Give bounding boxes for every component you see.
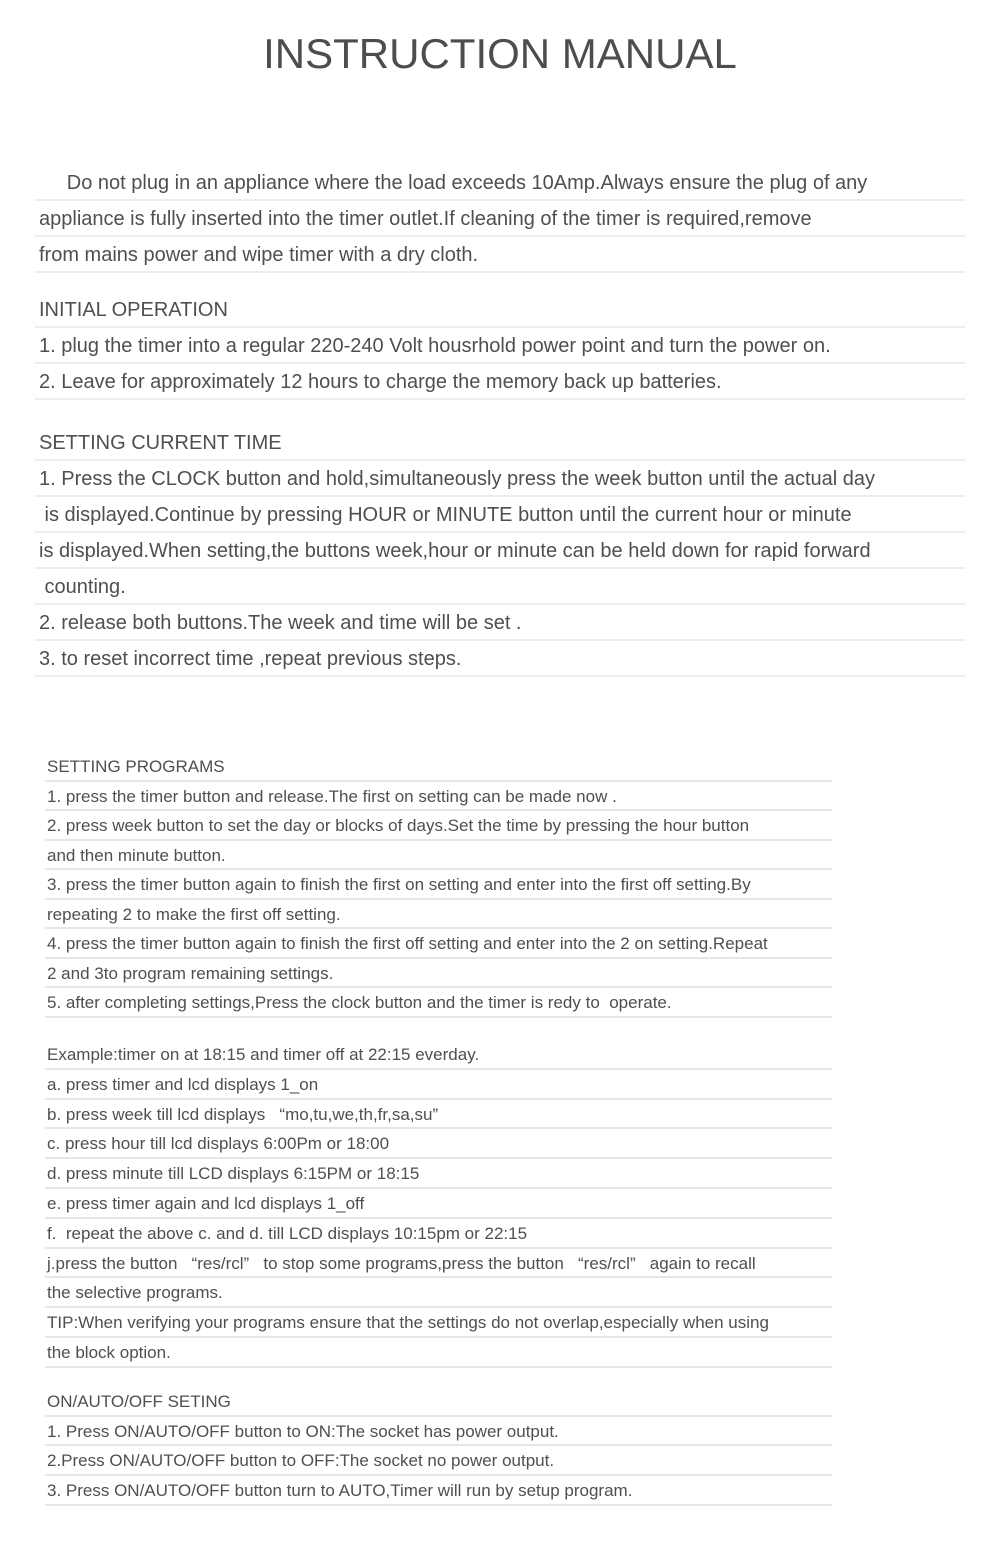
on-auto-off-line: 2.Press ON/AUTO/OFF button to OFF:The socket no power output. [45, 1446, 832, 1476]
example-tip-line: the block option. [45, 1338, 832, 1368]
setting-programs-line: 4. press the timer button again to finish the first off setting and enter into the 2 on setting.Repeat [45, 929, 832, 959]
setting-programs-line: 1. press the timer button and release.The first on setting can be made now . [45, 782, 832, 812]
setting-current-time-line: 2. release both buttons.The week and time will be set . [35, 605, 965, 641]
initial-operation-line: 2. Leave for approximately 12 hours to charge the memory back up batteries. [35, 364, 965, 400]
setting-programs-line: and then minute button. [45, 841, 832, 871]
example-line: d. press minute till LCD displays 6:15PM or 18:15 [45, 1159, 832, 1189]
setting-programs-line: 5. after completing settings,Press the clock button and the timer is redy to operate. [45, 988, 832, 1018]
example-line: b. press week till lcd displays “mo,tu,we,th,fr,sa,su” [45, 1100, 832, 1130]
section-initial-operation [35, 292, 965, 400]
section-intro [35, 165, 965, 273]
setting-current-time-line: counting. [35, 569, 965, 605]
example-line: Example:timer on at 18:15 and timer off at 22:15 everday. [45, 1040, 832, 1070]
setting-current-time-line: is displayed.Continue by pressing HOUR or MINUTE button until the current hour or minute [35, 497, 965, 533]
setting-programs-line: 2. press week button to set the day or blocks of days.Set the time by pressing the hour button [45, 811, 832, 841]
setting-current-time-line: is displayed.When setting,the buttons week,hour or minute can be held down for rapid forward [35, 533, 965, 569]
initial-operation-heading: INITIAL OPERATION [35, 292, 965, 328]
example-line: the selective programs. [45, 1278, 832, 1308]
intro-line: appliance is fully inserted into the timer outlet.If cleaning of the timer is required,remove [35, 201, 965, 237]
intro-line: Do not plug in an appliance where the load exceeds 10Amp.Always ensure the plug of any [35, 165, 965, 201]
setting-programs-line: 3. press the timer button again to finish the first on setting and enter into the first off setting.By [45, 870, 832, 900]
example-line: j.press the button “res/rcl” to stop some programs,press the button “res/rcl” again to recall [45, 1249, 832, 1279]
setting-programs-line: 2 and 3to program remaining settings. [45, 959, 832, 989]
section-setting-programs [45, 752, 832, 1018]
intro-line: from mains power and wipe timer with a dry cloth. [35, 237, 965, 273]
page-title: INSTRUCTION MANUAL [263, 30, 737, 77]
setting-current-time-line: 1. Press the CLOCK button and hold,simultaneously press the week button until the actual day [35, 461, 965, 497]
setting-current-time-line: 3. to reset incorrect time ,repeat previous steps. [35, 641, 965, 677]
setting-programs-heading: SETTING PROGRAMS [45, 752, 832, 782]
setting-programs-line: repeating 2 to make the first off setting. [45, 900, 832, 930]
example-tip-line: TIP:When verifying your programs ensure that the settings do not overlap,especially when using [45, 1308, 832, 1338]
example-line: e. press timer again and lcd displays 1_off [45, 1189, 832, 1219]
example-line: c. press hour till lcd displays 6:00Pm or 18:00 [45, 1129, 832, 1159]
setting-current-time-heading: SETTING CURRENT TIME [35, 425, 965, 461]
section-setting-current-time [35, 425, 965, 677]
on-auto-off-line: 3. Press ON/AUTO/OFF button turn to AUTO,Timer will run by setup program. [45, 1476, 832, 1506]
example-line: a. press timer and lcd displays 1_on [45, 1070, 832, 1100]
section-on-auto-off [45, 1387, 832, 1506]
on-auto-off-heading: ON/AUTO/OFF SETING [45, 1387, 832, 1417]
example-line: f. repeat the above c. and d. till LCD displays 10:15pm or 22:15 [45, 1219, 832, 1249]
section-example [45, 1040, 832, 1368]
initial-operation-line: 1. plug the timer into a regular 220-240 Volt housrhold power point and turn the power on. [35, 328, 965, 364]
on-auto-off-line: 1. Press ON/AUTO/OFF button to ON:The socket has power output. [45, 1417, 832, 1447]
